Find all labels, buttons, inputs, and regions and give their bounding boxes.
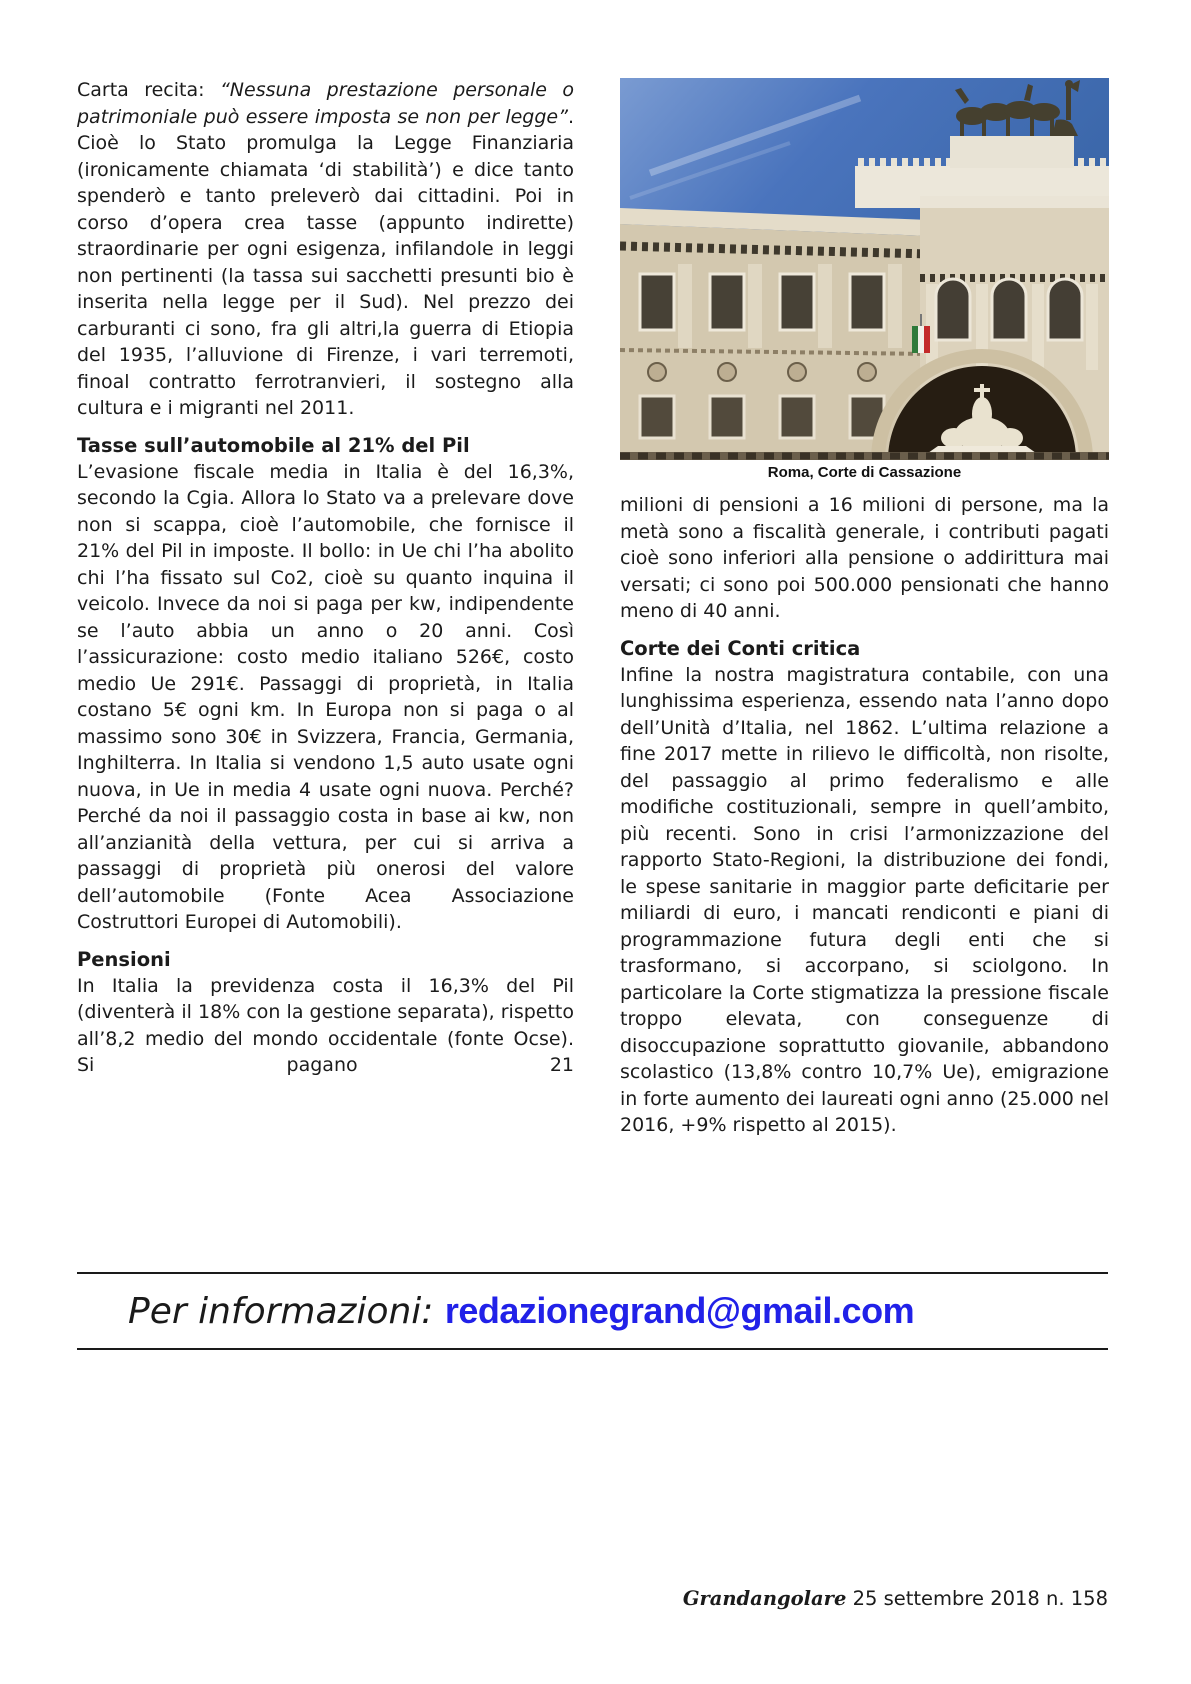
heading-corte-conti: Corte dei Conti critica [620,636,861,660]
photo-caption: Roma, Corte di Cassazione [767,464,962,481]
cassazione-photo-illustration [620,78,1109,460]
heading-tasse-automobile: Tasse sull’automobile al 21% del Pil [77,433,470,457]
para1-lead: Carta recita: [77,79,220,101]
page-footer [683,1586,1108,1612]
paragraph-milioni: milioni di pensioni a 16 milioni di persone, ma la metà sono a fiscalità generale, i contributi pagati cioè sono inferiori alla pensione o addirittura mai versati; ci sono poi 500.000 pensionati che hanno meno di 40 anni. [620,494,1109,622]
paragraph-corte-conti: Infine la nostra magistratura contabile, con una lunghissima esperienza, essendo nata l’anno dopo dell’Unità d’Italia, nel 1862. L’ultima relazione a fine 2017 mette in rilievo le difficoltà, non risolte, del passaggio al primo federalismo e alle modifiche costituzionali, sempre in quell’ambito, più recenti. Sono in crisi l’armonizzazione del rapporto Stato-Regioni, la distribuzione dei fondi, le spese sanitarie in maggior parte deficitarie per miliardi di euro, i mancati rendiconti e piani di programmazione futura degli enti che si trasformano, si accorpano, si sciolgono. In particolare la Corte stigmatizza la pressione fiscale troppo elevata, con conseguenze di disoccupazione soprattutto giovanile, abbandono scolastico (13,8% contro 10,7% Ue), emigrazione in forte aumento dei laureati ogni anno (25.000 nel 2016, +9% rispetto al 2015). [620,663,1109,1136]
para1-rest: . Cioè lo Stato promulga la Legge Finanziaria (ironicamente chiamata ‘di stabilità’) e dice tanto spenderò e tanto preleverò dai cittadini. Poi in corso d’opera crea tasse (appunto indirette) straordinarie per ogni esigenza, infilandole in leggi non pertinenti (la tassa sui sacchetti presunti bio è inserita nella legge per il Sud). Nel prezzo dei carburanti ci sono, fra gli altri,la guerra di Etiopia del 1935, l’alluvione di Firenze, i vari terremoti, finoal contratto ferrotranvieri, il sostegno alla cultura e i migranti nel 2011. [77,105,574,419]
cassazione-photo [620,78,1113,460]
paragraph-carta [77,77,574,422]
divider-bottom [77,1348,1108,1350]
paragraph-evasione: L’evasione fiscale media in Italia è del 16,3%, secondo la Cgia. Allora lo Stato va a prelevare dove non si scappa, cioè l’automobile, che fornisce il 21% del Pil in imposte. Il bollo: in Ue chi l’ha abolito chi l’ha fissato sul Co2, cioè su quanto inquina il veicolo. Invece da noi si paga per kw, indipendente se l’auto abbia un anno o 20 anni. Così l’assicurazione: costo medio italiano 526€, costo medio Ue 291€. Passaggi di proprietà, in Italia costano 5€ ogni km. In Europa non si paga o al massimo sono 30€ in Svizzera, Francia, Germania, Inghilterra. In Italia si vendono 1,5 auto usate ogni nuova, in Ue in media 4 usate ogni nuova. Perché? Perché da noi il passaggio costa in base ai kw, non all’anzianità della vettura, per cui si arriva a passaggi di proprietà più onerosi del valore dell’automobile (Fonte Acea Associazione Costruttori Europei di Automobili). [77,460,574,933]
divider-top [77,1272,1108,1274]
heading-pensioni: Pensioni [77,947,171,971]
publication-name: Grandangolare [682,1587,847,1610]
right-column [620,77,1109,1139]
info-line [128,1288,1108,1335]
issue-info: 25 settembre 2018 n. 158 [846,1587,1108,1610]
para1-quote: “Nessuna prestazione personale o patrimoniale può essere imposta se non per legge” [77,79,574,128]
info-label: Per informazioni: [128,1291,445,1332]
left-column [77,77,574,1079]
paragraph-previdenza: In Italia la previdenza costa il 16,3% del Pil (diventerà il 18% con la gestione separata), rispetto all’8,2 medio del mondo occidentale (fonte Ocse). Si pagano 21 [77,974,574,1076]
redazione-email-link[interactable]: redazionegrand@gmail.com [444,1290,915,1331]
